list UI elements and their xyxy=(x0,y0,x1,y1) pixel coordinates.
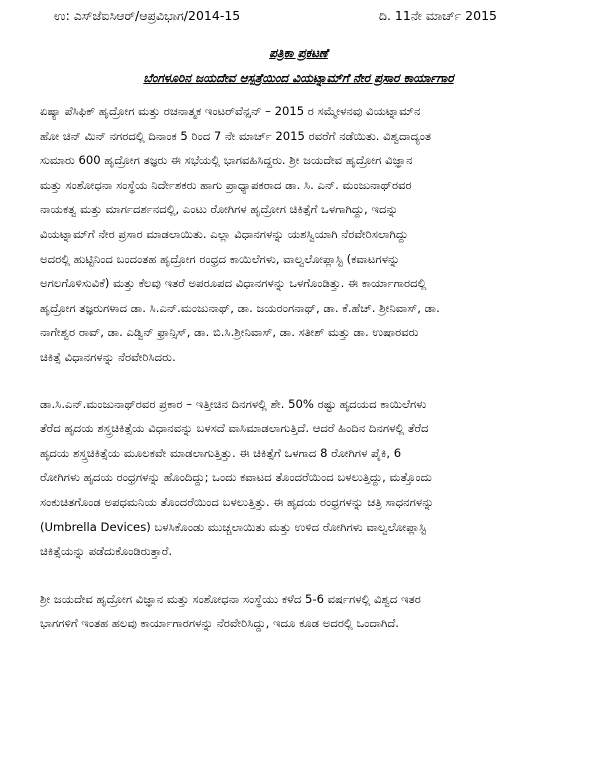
text-line: ಡಾ.ಸಿ.ಎನ್.ಮಂಜುನಾಥ್‌ರವರ ಪ್ರಕಾರ – ಇತ್ತೀಚಿನ ದಿನಗಳಲ್ಲಿ ಶೇ. 50% ರಷ್ಟು ಹೃದಯದ ಕಾಯಿಲೆಗಳು xyxy=(40,396,427,411)
text-line: ನಾಗೇಶ್ವರ ರಾವ್, ಡಾ. ಎಡ್ವಿನ್ ಫ್ರಾನ್ಸಿಸ್, ಡಾ. ಬಿ.ಸಿ.ಶ್ರೀನಿವಾಸ್, ಡಾ. ಸತೀಶ್ ಮತ್ತು ಡಾ. ಉಷಾರವರು xyxy=(40,325,419,340)
document-date: ದಿ. 11ನೇ ಮಾರ್ಚ್ 2015 xyxy=(378,8,497,23)
press-release-title: ಪತ್ರಿಕಾ ಪ್ರಕಟಣೆ xyxy=(269,46,328,60)
document-header xyxy=(40,6,557,28)
text-line: ಹೃದಯ ಶಸ್ತ್ರಚಿಕಿತ್ಸೆಯ ಮೂಲಕವೇ ಮಾಡಲಾಗುತ್ತಿತ್ತು. ಈ ಚಿಕಿತ್ಸೆಗೆ ಒಳಗಾದ 8 ರೋಗಿಗಳ ಪೈಕಿ, 6 xyxy=(40,445,402,460)
paragraph-2 xyxy=(40,392,557,564)
text-line: ಚಿಕಿತ್ಸೆ ವಿಧಾನಗಳನ್ನು ನೆರವೇರಿಸಿದರು. xyxy=(40,349,176,364)
text-line: ಚಿಕಿತ್ಸೆಯನ್ನು ಪಡೆದುಕೊಂಡಿರುತ್ತಾರೆ. xyxy=(40,544,173,559)
text-line: ಹೃದ್ರೋಗ ತಜ್ಞರುಗಳಾದ ಡಾ. ಸಿ.ಎನ್.ಮಂಜುನಾಥ್, ಡಾ. ಜಯರಂಗನಾಥ್, ಡಾ. ಕೆ.ಹೆಚ್. ಶ್ರೀನಿವಾಸ್, ಡಾ. xyxy=(40,300,440,315)
text-line: ಅದರಲ್ಲಿ ಹುಟ್ಟಿನಿಂದ ಬಂದಂತಹ ಹೃದ್ರೋಗ ರಂಧ್ರದ ಕಾಯಿಲೆಗಳು, ವಾಲ್ವಲೋಪ್ಲಾಸ್ಟಿ (ಕವಾಟಗಳನ್ನು xyxy=(40,251,400,266)
text-line: ರೋಗಿಗಳು ಹೃದಯ ರಂಧ್ರಗಳನ್ನು ಹೊಂದಿದ್ದು; ಒಂದು ಕವಾಟದ ತೊಂದರೆಯಿಂದ ಬಳಲುತ್ತಿದ್ದು, ಮತ್ತೊಂದು xyxy=(40,470,432,485)
text-line: ಅಗಲಗೊಳಿಸುವಿಕೆ) ಮತ್ತು ಕೆಲವು ಇತರೆ ಅಪರೂಪದ ವಿಧಾನಗಳನ್ನು ಒಳಗೊಂಡಿತ್ತು. ಈ ಕಾರ್ಯಾಗಾರದಲ್ಲಿ xyxy=(40,276,427,291)
text-line: ಹೋ ಚಿನ್ ಮಿನ್ ನಗರದಲ್ಲಿ ದಿನಾಂಕ 5 ರಿಂದ 7 ನೇ ಮಾರ್ಚ್ 2015 ರವರೆಗೆ ನಡೆಯಿತು. ವಿಶ್ವದಾದ್ಯಂತ xyxy=(40,128,431,143)
text-line: ಶ್ರೀ ಜಯದೇವ ಹೃದ್ರೋಗ ವಿಜ್ಞಾನ ಮತ್ತು ಸಂಶೋಧನಾ ಸಂಸ್ಥೆಯು ಕಳೆದ 5-6 ವರ್ಷಗಳಲ್ಲಿ ವಿಶ್ವದ ಇತರ xyxy=(40,591,421,606)
text-line: ಸಂಕುಚಿತಗೊಂಡ ಅಪಧಮನಿಯ ತೊಂದರೆಯಿಂದ ಬಳಲುತ್ತಿತ್ತು. ಈ ಹೃದಯ ರಂಧ್ರಗಳನ್ನು ಚತ್ರಿ ಸಾಧನಗಳನ್ನು xyxy=(40,494,434,509)
paragraph-1 xyxy=(40,99,557,370)
reference-number: ಉ: ಎಸ್‌ಜೆಐಸಿಆರ್/ಆಪ್ರವಿಭಾಗ/2014-15 xyxy=(54,8,241,23)
text-line: ಏಷ್ಯಾ ಪೆಸಿಫಿಕ್ ಹೃದ್ರೋಗ ಮತ್ತು ರಚನಾತ್ಮಕ ಇಂಟರ್‌ವೆನ್ಷನ್ – 2015 ರ ಸಮ್ಮೇಳನವು ವಿಯಟ್ನಾಮ್‌ನ xyxy=(40,104,421,118)
text-line: ಭಾಗಗಳಿಗೆ ಇಂತಹ ಹಲವು ಕಾರ್ಯಾಗಾರಗಳನ್ನು ನೆರವೇರಿಸಿದ್ದು, ಇದೂ ಕೂಡ ಅದರಲ್ಲಿ ಒಂದಾಗಿದೆ. xyxy=(40,616,399,631)
text-line: ಸುಮಾರು 600 ಹೃದ್ರೋಗ ತಜ್ಞರು ಈ ಸಭೆಯಲ್ಲಿ ಭಾಗವಹಿಸಿದ್ದರು. ಶ್ರೀ ಜಯದೇವ ಹೃದ್ರೋಗ ವಿಜ್ಞಾನ xyxy=(40,153,413,168)
text-line: ವಿಯಟ್ನಾಮ್‌ಗೆ ನೇರ ಪ್ರಸಾರ ಮಾಡಲಾಯಿತು. ಎಲ್ಲಾ ವಿಧಾನಗಳನ್ನು ಯಶಸ್ವಿಯಾಗಿ ನೆರವೇರಿಸಲಾಗಿದ್ದು xyxy=(40,226,409,241)
text-line: ನಾಯಕತ್ವ ಮತ್ತು ಮಾರ್ಗದರ್ಶನದಲ್ಲಿ, ಎಂಟು ರೋಗಿಗಳ ಹೃದ್ರೋಗ ಚಿಕಿತ್ಸೆಗೆ ಒಳಗಾಗಿದ್ದು, ಇದನ್ನು xyxy=(40,202,399,217)
paragraph-3 xyxy=(40,587,557,636)
text-line: (Umbrella Devices) ಬಳಸಿಕೊಂಡು ಮುಚ್ಚಲಾಯಿತು ಮತ್ತು ಉಳಿದ ರೋಗಿಗಳು ವಾಲ್ವಲೋಪ್ಲಾಸ್ಟಿ xyxy=(40,519,427,534)
text-line: ಮತ್ತು ಸಂಶೋಧನಾ ಸಂಸ್ಥೆಯ ನಿರ್ದೇಶಕರು ಹಾಗು ಪ್ರಾಧ್ಯಾಪಕರಾದ ಡಾ. ಸಿ. ಎನ್. ಮಂಜುನಾಥ್‌ರವರ xyxy=(40,177,412,192)
headline: ಬೆಂಗಳೂರಿನ ಜಯದೇವ ಆಸ್ಪತ್ರೆಯಿಂದ ವಿಯಟ್ನಾಮ್‌ಗೆ ನೇರ ಪ್ರಸಾರ ಕಾರ್ಯಾಗಾರ xyxy=(143,71,454,85)
text-line: ತೆರೆದ ಹೃದಯ ಶಸ್ತ್ರಚಿಕಿತ್ಸೆಯ ವಿಧಾನವನ್ನು ಬಳಸದೆ ವಾಸಿಮಾಡಲಾಗುತ್ತಿದೆ. ಆದರೆ ಹಿಂದಿನ ದಿನಗಳಲ್ಲಿ ತೆರೆದ xyxy=(40,421,429,436)
